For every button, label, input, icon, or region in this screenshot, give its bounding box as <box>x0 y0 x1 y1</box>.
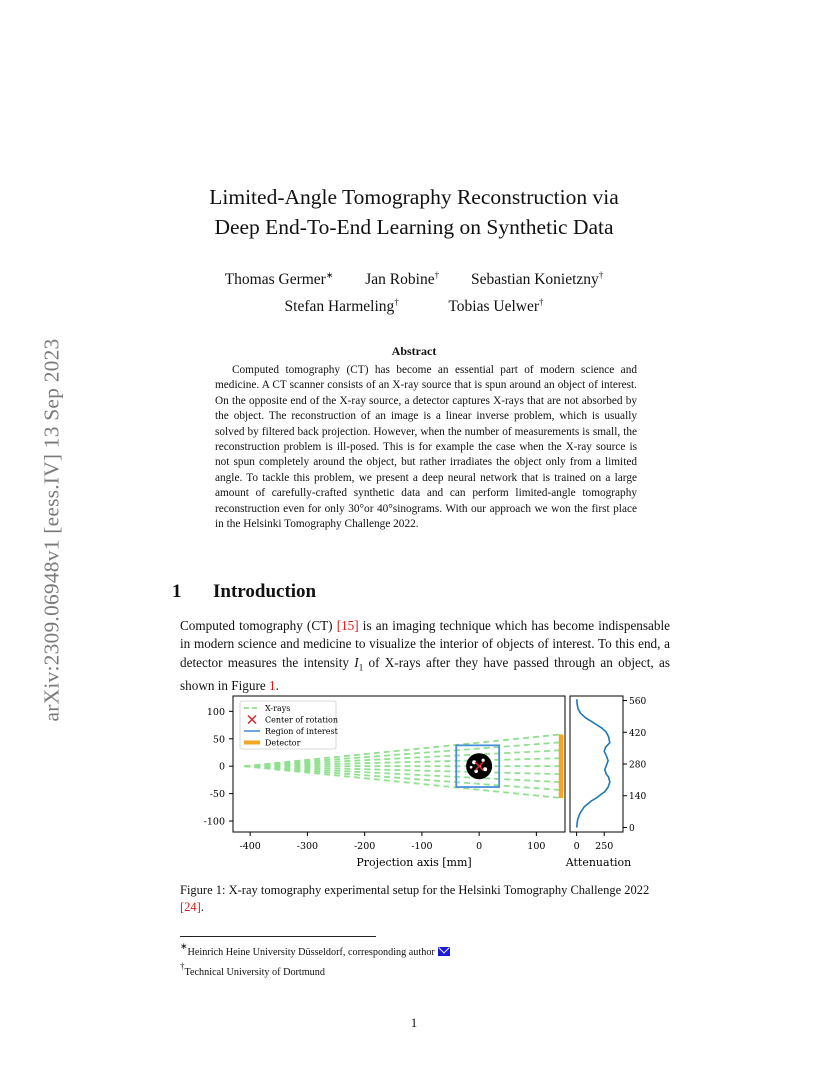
intensity-symbol: I <box>354 654 359 670</box>
intro-text: is an imaging technique which has become indispensable in modern science and medicine to visualize the interior of objects of interest. To this end, a detector measures the intensity <box>180 618 670 670</box>
figure-link[interactable]: 1 <box>269 677 276 693</box>
legend-label: Center of rotation <box>265 715 339 725</box>
xray-line <box>244 766 561 790</box>
author-mark: † <box>538 297 544 307</box>
attenuation-plot <box>565 696 647 869</box>
footnote-rule <box>180 936 376 937</box>
author-name: Tobias Uelwer <box>448 298 539 315</box>
x-axis-label: Attenuation <box>565 856 632 869</box>
x-tick-label: 0 <box>476 841 483 852</box>
intro-text: of X-rays after they have passed through an object, as shown in Figure <box>180 654 670 693</box>
abstract-text: Computed tomography (CT) has become an essential part of modern science and medicine. A CT scanner consists of an X-ray source that is spun around an object of interest. On the opposite end of the X-ray source, a detector captures X-rays that are not absorbed by the object. The reconstruction of an image is a linear inverse problem, which is usually solved by filtered back projection. However, when the number of measurements is small, the reconstruction problem is ill-posed. This is for example the case when the X-ray source is not spun completely around the object, but rather irradiates the object only from a limited angle. To tackle this problem, we present a deep neural network that is trained on a large amount of carefully-crafted synthetic data and can perform limited-angle tomography reconstruction even for only 30°or 40°sinograms. With our approach we won the first place in the Helsinki Tomography Challenge 2022. <box>215 364 637 531</box>
caption-citation-link[interactable]: [24] <box>180 900 201 914</box>
section-number: 1 <box>172 581 182 602</box>
mail-icon[interactable] <box>438 947 450 956</box>
y-tick-label: -50 <box>209 789 225 801</box>
x-tick-label: 0 <box>573 841 580 852</box>
x-tick-label: 100 <box>527 841 546 852</box>
intro-text: . <box>275 677 279 693</box>
y-tick-label: 560 <box>629 697 647 708</box>
x-tick-label: -400 <box>239 841 261 852</box>
x-tick-label: -200 <box>353 841 376 852</box>
footnote-mark: ∗ <box>180 941 188 951</box>
intensity-subscript: 1 <box>358 662 364 673</box>
setup-plot <box>204 696 565 869</box>
object-hole <box>482 759 485 762</box>
legend-label: Detector <box>265 738 301 748</box>
attenuation-curve <box>577 699 610 827</box>
legend-label: Region of interest <box>265 727 338 736</box>
x-tick-label: 250 <box>595 841 614 852</box>
y-tick-label: 50 <box>212 734 225 746</box>
author-name: Thomas Germer <box>224 271 326 288</box>
x-axis-label: Projection axis [mm] <box>356 856 472 869</box>
y-tick-label: -100 <box>203 816 225 828</box>
xray-line <box>244 758 561 766</box>
author-name: Stefan Harmeling <box>284 298 395 315</box>
footnote-text: Heinrich Heine University Düsseldorf, corresponding author <box>187 947 435 958</box>
y-tick-label: 140 <box>629 792 647 803</box>
object-hole <box>483 767 487 771</box>
footnotes <box>180 940 450 979</box>
x-tick-label: -100 <box>411 841 433 852</box>
figure-caption <box>180 882 670 916</box>
atten-frame <box>570 696 623 832</box>
legend-label: X-rays <box>265 704 291 713</box>
xray-line <box>244 766 561 782</box>
abstract-heading: Abstract <box>391 344 437 358</box>
author-name: Sebastian Konietzny <box>470 271 599 288</box>
author-mark: ∗ <box>325 270 334 280</box>
xray-line <box>244 766 561 774</box>
caption-text: Figure 1: X-ray tomography experimental setup for the Helsinki Tomography Challenge 2022 <box>180 883 650 897</box>
y-tick-label: 0 <box>629 823 635 834</box>
y-tick-label: 420 <box>629 728 647 739</box>
intro-text: Computed tomography (CT) <box>180 618 337 633</box>
caption-end: . <box>200 900 204 914</box>
citation-link[interactable]: [15] <box>336 618 359 633</box>
title-line-1: Limited-Angle Tomography Reconstruction via <box>209 185 619 209</box>
object-hole <box>470 766 473 769</box>
author-mark: † <box>434 270 440 280</box>
author-name: Jan Robine <box>365 271 435 288</box>
footnote-mark: † <box>180 960 185 971</box>
xray-line <box>244 750 561 766</box>
footnote-text: Technical University of Dortmund <box>184 966 325 978</box>
x-tick-label: -300 <box>296 841 319 852</box>
xray-line <box>244 766 561 798</box>
author-mark: † <box>394 297 399 307</box>
title-line-2: Deep End-To-End Learning on Synthetic Data <box>214 215 614 239</box>
page-number: 1 <box>410 1015 418 1030</box>
section-title: Introduction <box>213 581 317 602</box>
arxiv-id: arXiv:2309.06948v1 [eess.IV] 13 Sep 2023 <box>39 338 64 722</box>
y-tick-label: 280 <box>629 760 647 771</box>
y-tick-label: 0 <box>218 761 225 773</box>
y-tick-label: 100 <box>206 706 225 718</box>
author-mark: † <box>598 270 604 280</box>
